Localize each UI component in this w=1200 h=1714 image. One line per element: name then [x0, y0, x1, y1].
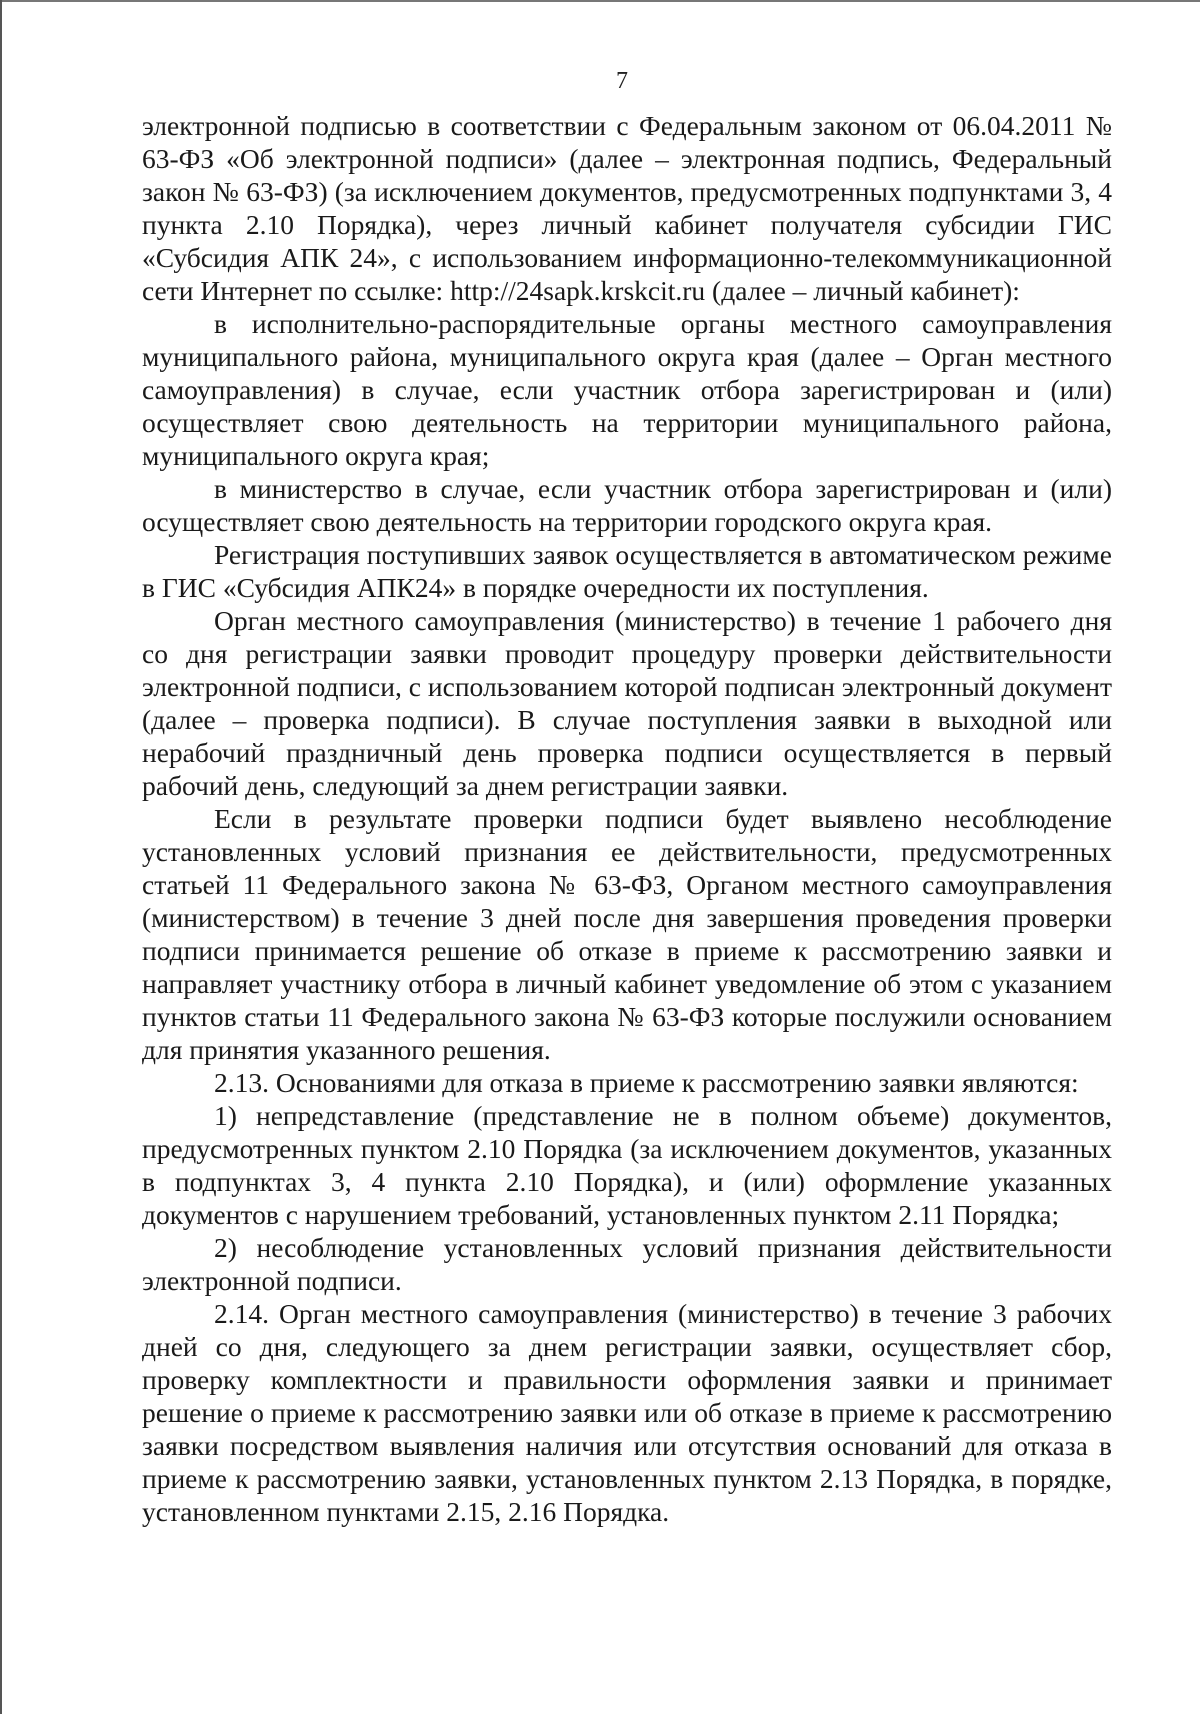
- paragraph-2-14: 2.14. Орган местного самоуправления (министерство) в течение 3 рабочих дней со дня, следующего за днем регистрации заявки, осуществляет сбор, проверку комплектности и правильности оформления заявки и принимает решение о приеме к рассмотрению заявки или об отказе в приеме к рассмотрению заявки посредством выявления наличия или отсутствия оснований для отказа в приеме к рассмотрению заявки, установленных пунктом 2.13 Порядка, в порядке, установленном пунктами 2.15, 2.16 Порядка.: [142, 1298, 1112, 1527]
- paragraph-2-13-item-1: 1) непредставление (представление не в полном объеме) документов, предусмотренных пунктом 2.10 Порядка (за исключением документов, указанных в подпунктах 3, 4 пункта 2.10 Порядка), и (или) оформление указанных документов с нарушением требований, установленных пунктом 2.11 Порядка;: [142, 1100, 1112, 1230]
- paragraph-local-government: в исполнительно-распорядительные органы местного самоуправления муниципального района, муниципального округа края (далее – Орган местного самоуправления) в случае, если участник отбора зарегистрирован и (или) осуществляет свою деятельность на территории муниципального района, муниципального округа края;: [142, 308, 1112, 471]
- document-body: [142, 109, 1112, 1528]
- paragraph-check-failure: Если в результате проверки подписи будет выявлено несоблюдение установленных условий признания ее действительности, предусмотренных статьей 11 Федерального закона № 63-ФЗ, Органом местного самоуправления (министерством) в течение 3 дней после дня завершения проведения проверки подписи принимается решение об отказе в приеме к рассмотрению заявки и направляет участнику отбора в личный кабинет уведомление об этом с указанием пунктов статьи 11 Федерального закона № 63-ФЗ которые послужили основанием для принятия указанного решения.: [142, 803, 1112, 1065]
- scan-top-edge: [2, 0, 1200, 2]
- paragraph-2-13-heading: 2.13. Основаниями для отказа в приеме к рассмотрению заявки являются:: [214, 1067, 1079, 1098]
- paragraph-electronic-signature: электронной подписью в соответствии с Федеральным законом от 06.04.2011 № 63-ФЗ «Об электронной подписи» (далее – электронная подпись, Федеральный закон № 63-ФЗ) (за исключением документов, предусмотренных подпунктами 3, 4 пункта 2.10 Порядка), через личный кабинет получателя субсидии ГИС «Субсидия АПК 24», с использованием информационно-телекоммуникационной сети Интернет по ссылке: http://24sapk.krskcit.ru (далее – личный кабинет):: [142, 110, 1112, 306]
- paragraph-signature-check: Орган местного самоуправления (министерство) в течение 1 рабочего дня со дня регистрации заявки проводит процедуру проверки действительности электронной подписи, с использованием которой подписан электронный документ (далее – проверка подписи). В случае поступления заявки в выходной или нерабочий праздничный день проверка подписи осуществляется в первый рабочий день, следующий за днем регистрации заявки.: [142, 605, 1112, 801]
- page-number: 7: [616, 68, 628, 94]
- paragraph-2-13-item-2: 2) несоблюдение установленных условий признания действительности электронной подписи.: [142, 1232, 1112, 1296]
- paragraph-ministry: в министерство в случае, если участник отбора зарегистрирован и (или) осуществляет свою деятельность на территории городского округа края.: [142, 473, 1112, 537]
- paragraph-registration: Регистрация поступивших заявок осуществляется в автоматическом режиме в ГИС «Субсидия АПК24» в порядке очередности их поступления.: [142, 539, 1112, 603]
